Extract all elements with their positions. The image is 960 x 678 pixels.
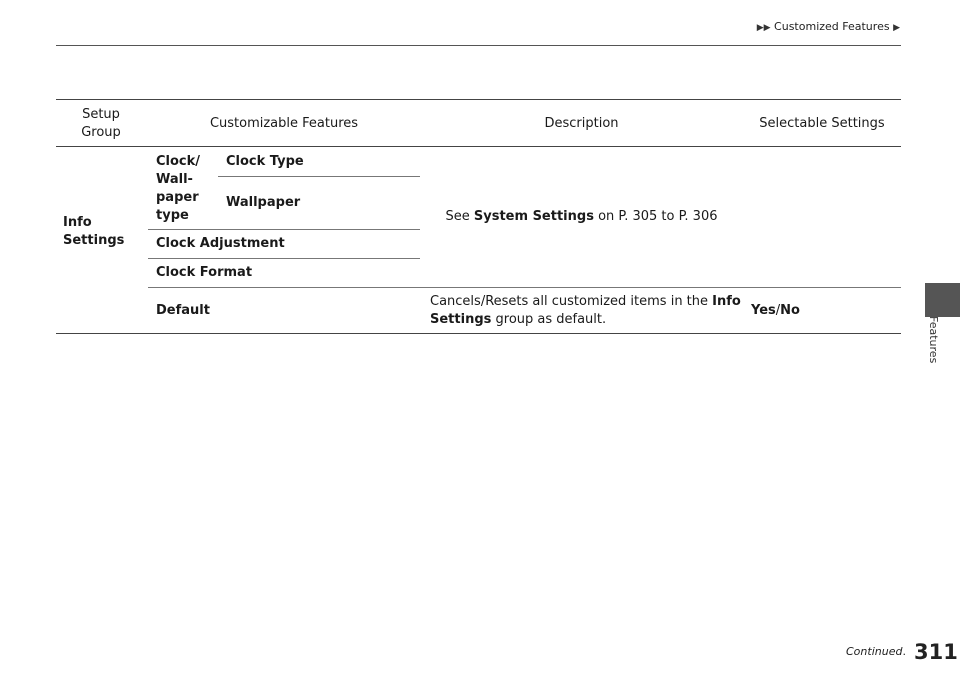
page-number: 311 <box>914 640 958 664</box>
table-bottom-rule <box>56 333 901 334</box>
breadcrumb <box>757 20 900 33</box>
feature-default: Default <box>156 303 210 318</box>
header-customizable-features: Customizable Features <box>209 116 359 131</box>
description-see-system-settings: See System Settings on P. 305 to P. 306 <box>445 209 718 224</box>
system-settings-ref: System Settings <box>473 209 594 224</box>
feature-wallpaper: Wallpaper <box>226 195 301 210</box>
settings-yes-no: Yes/No <box>751 303 800 318</box>
table-top-rule <box>56 99 901 100</box>
feature-clock-adjustment: Clock Adjustment <box>156 236 285 251</box>
row-rule <box>148 287 901 288</box>
feature-clock-type: Clock Type <box>226 154 304 169</box>
breadcrumb-end-arrow-icon: ▶ <box>893 23 900 33</box>
header-bottom-rule <box>56 146 901 147</box>
feature-clock-wallpaper-type: Clock/ Wall- paper type <box>156 154 201 223</box>
breadcrumb-arrows-icon: ▶▶ <box>756 23 771 33</box>
header-selectable-settings: Selectable Settings <box>759 116 885 131</box>
side-tab-label: Features <box>927 316 940 364</box>
breadcrumb-title: Customized Features <box>774 20 890 33</box>
header-description: Description <box>544 116 619 131</box>
feature-clock-format: Clock Format <box>156 265 253 280</box>
side-tab-marker <box>925 283 960 317</box>
continued-label: Continued. <box>846 645 906 658</box>
group-info-settings: Info Settings <box>63 215 125 248</box>
row-rule <box>148 258 420 259</box>
header-rule <box>56 45 901 46</box>
row-rule <box>148 229 420 230</box>
description-default: Cancels/Resets all customized items in the Info Settings group as default. <box>430 294 741 327</box>
header-setup-group: Setup Group <box>81 107 121 140</box>
row-rule <box>218 176 420 177</box>
